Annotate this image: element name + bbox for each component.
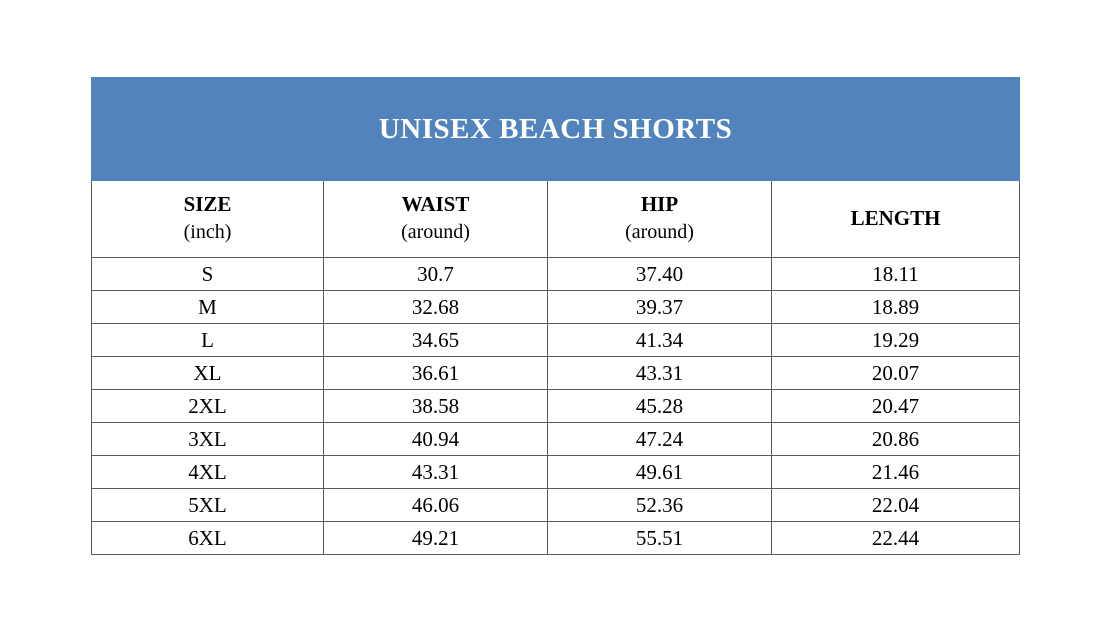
table-row [92, 258, 1020, 291]
cell-size: 2XL [92, 390, 324, 423]
column-header-size [92, 181, 324, 258]
cell-hip: 49.61 [548, 456, 772, 489]
cell-length: 22.44 [772, 522, 1020, 555]
cell-hip: 39.37 [548, 291, 772, 324]
cell-hip: 52.36 [548, 489, 772, 522]
cell-size: 5XL [92, 489, 324, 522]
cell-waist: 46.06 [324, 489, 548, 522]
cell-length: 22.04 [772, 489, 1020, 522]
cell-size: 6XL [92, 522, 324, 555]
cell-hip: 55.51 [548, 522, 772, 555]
column-header-waist-label: WAIST [401, 192, 470, 217]
cell-waist: 30.7 [324, 258, 548, 291]
cell-length: 19.29 [772, 324, 1020, 357]
cell-waist: 38.58 [324, 390, 548, 423]
cell-waist: 43.31 [324, 456, 548, 489]
column-header-length-label: LENGTH [850, 205, 941, 230]
table-row [92, 423, 1020, 456]
table-header-row [92, 181, 1020, 258]
table-title: UNISEX BEACH SHORTS [92, 78, 1020, 181]
cell-hip: 43.31 [548, 357, 772, 390]
cell-size: S [92, 258, 324, 291]
column-header-length [772, 181, 1020, 258]
column-header-size-sub: (inch) [183, 220, 232, 243]
table-row [92, 291, 1020, 324]
cell-size: L [92, 324, 324, 357]
column-header-hip [548, 181, 772, 258]
column-header-waist [324, 181, 548, 258]
size-chart-table [91, 77, 1020, 555]
column-header-waist-sub: (around) [401, 220, 470, 243]
cell-length: 18.11 [772, 258, 1020, 291]
cell-size: 4XL [92, 456, 324, 489]
cell-size: 3XL [92, 423, 324, 456]
cell-length: 20.47 [772, 390, 1020, 423]
cell-length: 20.86 [772, 423, 1020, 456]
cell-hip: 41.34 [548, 324, 772, 357]
cell-size: M [92, 291, 324, 324]
column-header-size-label: SIZE [183, 192, 232, 217]
cell-waist: 49.21 [324, 522, 548, 555]
cell-hip: 47.24 [548, 423, 772, 456]
cell-length: 18.89 [772, 291, 1020, 324]
cell-waist: 32.68 [324, 291, 548, 324]
cell-size: XL [92, 357, 324, 390]
cell-waist: 36.61 [324, 357, 548, 390]
table-title-row [92, 78, 1020, 181]
cell-length: 21.46 [772, 456, 1020, 489]
column-header-hip-sub: (around) [625, 220, 694, 243]
table-row [92, 357, 1020, 390]
cell-hip: 45.28 [548, 390, 772, 423]
column-header-hip-label: HIP [640, 192, 679, 217]
table-row [92, 324, 1020, 357]
cell-length: 20.07 [772, 357, 1020, 390]
cell-hip: 37.40 [548, 258, 772, 291]
table-row [92, 456, 1020, 489]
table-row [92, 489, 1020, 522]
table-row [92, 522, 1020, 555]
cell-waist: 40.94 [324, 423, 548, 456]
cell-waist: 34.65 [324, 324, 548, 357]
table-row [92, 390, 1020, 423]
